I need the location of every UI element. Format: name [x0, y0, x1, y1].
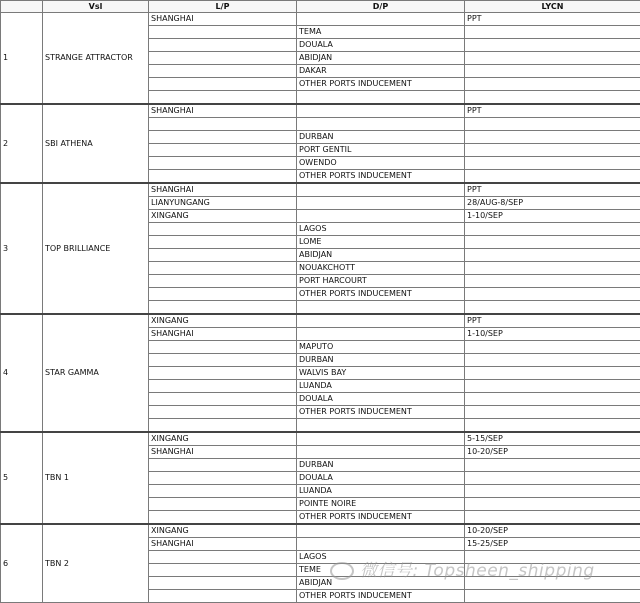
- load-port-cell: [149, 249, 297, 262]
- table-row: [1, 314, 640, 328]
- table-row: [1, 104, 640, 118]
- laycan-cell: [465, 249, 640, 262]
- group-number: 1: [1, 13, 43, 105]
- laycan-cell: 5-15/SEP: [465, 432, 640, 446]
- header-dp: D/P: [297, 1, 465, 13]
- laycan-cell: [465, 118, 640, 131]
- watermark-text: 微信号: Topsheen_shipping: [360, 561, 595, 581]
- laycan-cell: [465, 367, 640, 380]
- laycan-cell: [465, 498, 640, 511]
- load-port-cell: [149, 52, 297, 65]
- discharge-port-cell: [297, 301, 465, 315]
- discharge-port-cell: OTHER PORTS INDUCEMENT: [297, 590, 465, 603]
- laycan-cell: [465, 170, 640, 184]
- laycan-cell: [465, 301, 640, 315]
- load-port-cell: [149, 485, 297, 498]
- laycan-cell: [465, 78, 640, 91]
- vessel-name: SBI ATHENA: [43, 104, 149, 183]
- load-port-cell: [149, 65, 297, 78]
- load-port-cell: [149, 577, 297, 590]
- discharge-port-cell: LAGOS: [297, 551, 465, 564]
- discharge-port-cell: TEME: [297, 564, 465, 577]
- discharge-port-cell: [297, 210, 465, 223]
- laycan-cell: [465, 275, 640, 288]
- load-port-cell: [149, 590, 297, 603]
- discharge-port-cell: OWENDO: [297, 157, 465, 170]
- load-port-cell: LIANYUNGANG: [149, 197, 297, 210]
- laycan-cell: PPT: [465, 13, 640, 26]
- laycan-cell: [465, 419, 640, 433]
- laycan-cell: [465, 459, 640, 472]
- load-port-cell: [149, 26, 297, 39]
- discharge-port-cell: MAPUTO: [297, 341, 465, 354]
- load-port-cell: XINGANG: [149, 524, 297, 538]
- discharge-port-cell: [297, 197, 465, 210]
- table-row: [1, 183, 640, 197]
- discharge-port-cell: OTHER PORTS INDUCEMENT: [297, 78, 465, 91]
- laycan-cell: 10-20/SEP: [465, 524, 640, 538]
- discharge-port-cell: [297, 446, 465, 459]
- laycan-cell: [465, 39, 640, 52]
- discharge-port-cell: LAGOS: [297, 223, 465, 236]
- load-port-cell: [149, 131, 297, 144]
- vessel-name: STRANGE ATTRACTOR: [43, 13, 149, 105]
- header-lycn: LYCN: [465, 1, 640, 13]
- discharge-port-cell: NOUAKCHOTT: [297, 262, 465, 275]
- load-port-cell: [149, 39, 297, 52]
- discharge-port-cell: [297, 91, 465, 105]
- load-port-cell: [149, 367, 297, 380]
- load-port-cell: SHANGHAI: [149, 183, 297, 197]
- vessel-name: STAR GAMMA: [43, 314, 149, 432]
- laycan-cell: PPT: [465, 104, 640, 118]
- header-lp: L/P: [149, 1, 297, 13]
- load-port-cell: SHANGHAI: [149, 328, 297, 341]
- table-row: [1, 13, 640, 26]
- discharge-port-cell: [297, 104, 465, 118]
- laycan-cell: [465, 341, 640, 354]
- laycan-cell: 1-10/SEP: [465, 210, 640, 223]
- laycan-cell: PPT: [465, 314, 640, 328]
- laycan-cell: [465, 393, 640, 406]
- laycan-cell: [465, 472, 640, 485]
- discharge-port-cell: TEMA: [297, 26, 465, 39]
- vessel-name: TBN 1: [43, 432, 149, 524]
- load-port-cell: [149, 91, 297, 105]
- discharge-port-cell: DURBAN: [297, 459, 465, 472]
- discharge-port-cell: OTHER PORTS INDUCEMENT: [297, 170, 465, 184]
- load-port-cell: XINGANG: [149, 314, 297, 328]
- load-port-cell: [149, 301, 297, 315]
- load-port-cell: [149, 459, 297, 472]
- group-number: 2: [1, 104, 43, 183]
- load-port-cell: SHANGHAI: [149, 446, 297, 459]
- discharge-port-cell: WALVIS BAY: [297, 367, 465, 380]
- load-port-cell: [149, 157, 297, 170]
- vessel-name: TOP BRILLIANCE: [43, 183, 149, 314]
- laycan-cell: [465, 223, 640, 236]
- discharge-port-cell: DURBAN: [297, 131, 465, 144]
- discharge-port-cell: [297, 419, 465, 433]
- discharge-port-cell: [297, 538, 465, 551]
- load-port-cell: SHANGHAI: [149, 538, 297, 551]
- discharge-port-cell: [297, 328, 465, 341]
- load-port-cell: [149, 551, 297, 564]
- discharge-port-cell: LUANDA: [297, 485, 465, 498]
- vessel-name: TBN 2: [43, 524, 149, 603]
- load-port-cell: [149, 498, 297, 511]
- table-row: [1, 524, 640, 538]
- table-row: [1, 432, 640, 446]
- load-port-cell: [149, 170, 297, 184]
- discharge-port-cell: DAKAR: [297, 65, 465, 78]
- laycan-cell: [465, 380, 640, 393]
- discharge-port-cell: POINTE NOIRE: [297, 498, 465, 511]
- load-port-cell: [149, 511, 297, 525]
- laycan-cell: [465, 354, 640, 367]
- load-port-cell: [149, 236, 297, 249]
- discharge-port-cell: OTHER PORTS INDUCEMENT: [297, 511, 465, 525]
- discharge-port-cell: PORT HARCOURT: [297, 275, 465, 288]
- discharge-port-cell: [297, 118, 465, 131]
- load-port-cell: [149, 118, 297, 131]
- load-port-cell: [149, 144, 297, 157]
- discharge-port-cell: LUANDA: [297, 380, 465, 393]
- load-port-cell: [149, 406, 297, 419]
- laycan-cell: [465, 91, 640, 105]
- discharge-port-cell: ABIDJAN: [297, 52, 465, 65]
- table-body: [1, 13, 640, 603]
- discharge-port-cell: LOME: [297, 236, 465, 249]
- load-port-cell: [149, 341, 297, 354]
- group-number: 6: [1, 524, 43, 603]
- laycan-cell: [465, 236, 640, 249]
- discharge-port-cell: PORT GENTIL: [297, 144, 465, 157]
- laycan-cell: 15-25/SEP: [465, 538, 640, 551]
- group-number: 3: [1, 183, 43, 314]
- laycan-cell: 28/AUG-8/SEP: [465, 197, 640, 210]
- group-number: 4: [1, 314, 43, 432]
- laycan-cell: [465, 52, 640, 65]
- discharge-port-cell: DOUALA: [297, 472, 465, 485]
- laycan-cell: [465, 65, 640, 78]
- laycan-cell: [465, 26, 640, 39]
- discharge-port-cell: [297, 432, 465, 446]
- discharge-port-cell: DURBAN: [297, 354, 465, 367]
- load-port-cell: [149, 78, 297, 91]
- laycan-cell: 1-10/SEP: [465, 328, 640, 341]
- laycan-cell: [465, 262, 640, 275]
- discharge-port-cell: ABIDJAN: [297, 249, 465, 262]
- laycan-cell: [465, 590, 640, 603]
- discharge-port-cell: [297, 183, 465, 197]
- discharge-port-cell: ABIDJAN: [297, 577, 465, 590]
- load-port-cell: [149, 275, 297, 288]
- watermark: [330, 556, 595, 581]
- laycan-cell: [465, 485, 640, 498]
- laycan-cell: PPT: [465, 183, 640, 197]
- laycan-cell: [465, 144, 640, 157]
- load-port-cell: [149, 354, 297, 367]
- load-port-cell: [149, 262, 297, 275]
- load-port-cell: SHANGHAI: [149, 104, 297, 118]
- header-vsl: Vsl: [43, 1, 149, 13]
- load-port-cell: [149, 380, 297, 393]
- load-port-cell: [149, 288, 297, 301]
- discharge-port-cell: [297, 314, 465, 328]
- laycan-cell: 10-20/SEP: [465, 446, 640, 459]
- load-port-cell: SHANGHAI: [149, 13, 297, 26]
- laycan-cell: [465, 157, 640, 170]
- discharge-port-cell: DOUALA: [297, 393, 465, 406]
- laycan-cell: [465, 288, 640, 301]
- discharge-port-cell: DOUALA: [297, 39, 465, 52]
- load-port-cell: [149, 472, 297, 485]
- load-port-cell: XINGANG: [149, 432, 297, 446]
- discharge-port-cell: [297, 524, 465, 538]
- discharge-port-cell: OTHER PORTS INDUCEMENT: [297, 288, 465, 301]
- group-number: 5: [1, 432, 43, 524]
- laycan-cell: [465, 511, 640, 525]
- load-port-cell: [149, 393, 297, 406]
- laycan-cell: [465, 131, 640, 144]
- load-port-cell: XINGANG: [149, 210, 297, 223]
- discharge-port-cell: [297, 13, 465, 26]
- wechat-icon: [330, 562, 354, 580]
- load-port-cell: [149, 419, 297, 433]
- header-no: [1, 1, 43, 13]
- header-row: [1, 1, 640, 13]
- load-port-cell: [149, 564, 297, 577]
- load-port-cell: [149, 223, 297, 236]
- discharge-port-cell: OTHER PORTS INDUCEMENT: [297, 406, 465, 419]
- laycan-cell: [465, 406, 640, 419]
